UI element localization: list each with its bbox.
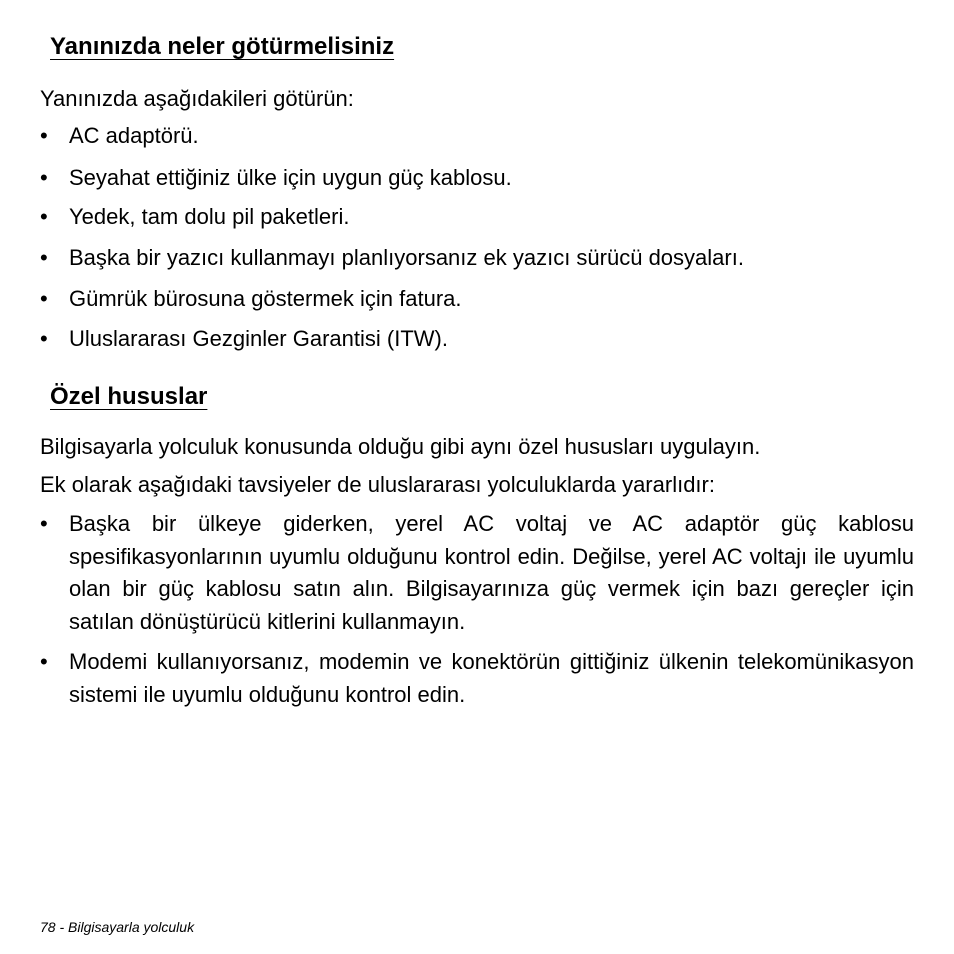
bullet-icon: •: [40, 123, 48, 148]
bullet-icon: •: [40, 649, 48, 674]
section-heading-what-to-take: Yanınızda neler götürmelisiniz: [50, 33, 395, 60]
list-item-text: Başka bir yazıcı kullanmayı planlıyorsanız ek yazıcı sürücü dosyaları.: [69, 245, 744, 270]
list-item-text: Gümrük bürosuna göstermek için fatura.: [69, 286, 462, 311]
list-item: [40, 201, 914, 234]
list-item: [40, 120, 914, 153]
bullet-icon: •: [40, 326, 48, 351]
bullet-icon: •: [40, 204, 48, 229]
list-item: [40, 646, 914, 711]
body-paragraph: Ek olarak aşağıdaki tavsiyeler de uluslararası yolculuklarda yararlıdır:: [40, 472, 715, 497]
list-item-text: Yedek, tam dolu pil paketleri.: [69, 204, 350, 229]
list-item-text: Başka bir ülkeye giderken, yerel AC voltaj ve AC adaptör güç kablosu spesifikasyonlarının uyumlu olduğunu kontrol edin. Değilse, yerel AC voltajı ile uyumlu olan bir güç kablosu satın alın. Bilgisayarınıza güç vermek için bazı gereçler için satılan dönüştürücü kitlerini kullanmayın.: [69, 511, 914, 634]
list-item: [40, 323, 914, 356]
intro-text: Yanınızda aşağıdakileri götürün:: [40, 86, 354, 111]
list-item-text: Modemi kullanıyorsanız, modemin ve konektörün gittiğiniz ülkenin telekomünikasyon sistemi ile uyumlu olduğunu kontrol edin.: [69, 649, 914, 707]
page-footer: 78 - Bilgisayarla yolculuk: [40, 919, 195, 935]
bullet-icon: •: [40, 245, 48, 270]
section-heading-special-considerations: Özel hususlar: [50, 383, 208, 410]
list-item: [40, 242, 914, 275]
list-item-text: AC adaptörü.: [69, 123, 199, 148]
bullet-icon: •: [40, 511, 48, 536]
list-item: [40, 162, 914, 195]
bullet-icon: •: [40, 165, 48, 190]
list-item: [40, 508, 914, 638]
list-item: [40, 283, 914, 316]
body-paragraph: Bilgisayarla yolculuk konusunda olduğu gibi aynı özel hususları uygulayın.: [40, 434, 761, 459]
list-item-text: Seyahat ettiğiniz ülke için uygun güç kablosu.: [69, 165, 512, 190]
bullet-icon: •: [40, 286, 48, 311]
list-item-text: Uluslararası Gezginler Garantisi (ITW).: [69, 326, 448, 351]
